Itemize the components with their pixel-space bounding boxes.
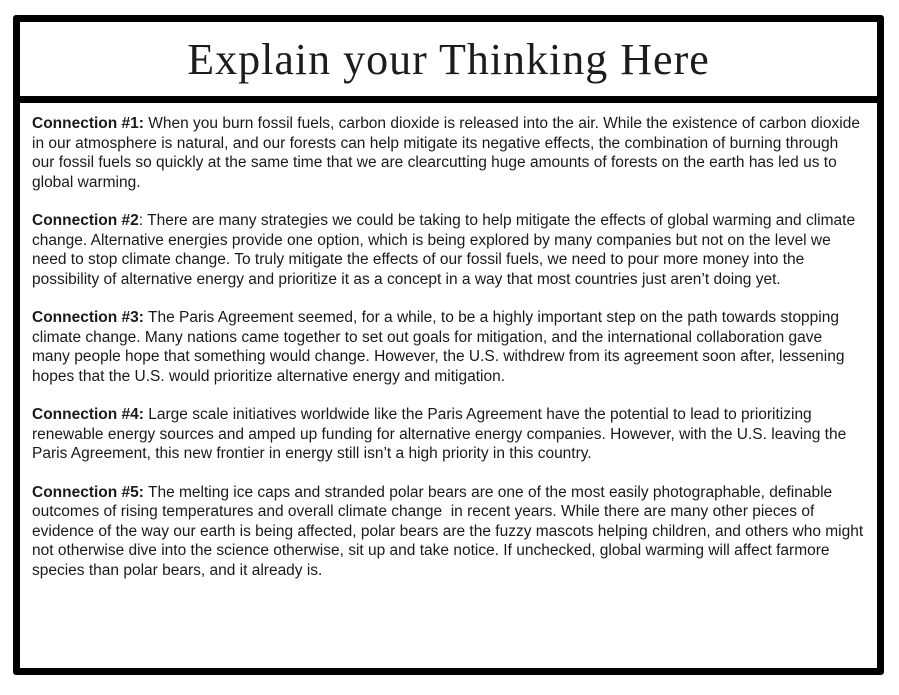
connection-3-text: The Paris Agreement seemed, for a while, to be a highly important step on the path towards stopping climate change. Many nations came together to set out goals for mitigation, and the international collaboration gave many people hope that something would change. However, the U.S. withdrew from its agreement soon after, lessening hopes that the U.S. would prioritize alternative energy and mitigation. — [32, 309, 849, 385]
connection-4-paragraph — [32, 405, 864, 464]
connection-1-text: When you burn fossil fuels, carbon dioxide is released into the air. While the existence of carbon dioxide in our atmosphere is natural, and our forests can help mitigate its negative effects, the combination of burning through our fossil fuels so quickly at the same time that we are clearcutting huge amounts of forests on the earth has led us to global warming. — [32, 115, 865, 191]
connection-5-label: Connection #5: — [32, 483, 144, 501]
connection-3-paragraph — [32, 308, 864, 386]
connection-1-paragraph — [32, 114, 864, 192]
connection-2-text: : There are many strategies we could be taking to help mitigate the effects of global warming and climate change. Alternative energies provide one option, which is being explored by many companies but not on the level we need to stop climate change. To truly mitigate the effects of our fossil fuels, we need to pour more money into the possibility of alternative energy and prioritize it as a concept in a way that most countries just aren’t doing yet. — [32, 212, 860, 288]
connection-2-label: Connection #2 — [32, 212, 139, 229]
content-box — [13, 96, 884, 675]
connection-4-label: Connection #4: — [32, 406, 144, 423]
connection-5-paragraph — [32, 483, 868, 581]
title-box — [13, 15, 884, 103]
connection-1-label: Connection #1: — [32, 115, 144, 132]
page-title: Explain your Thinking Here — [187, 34, 710, 84]
connection-2-paragraph — [32, 211, 864, 289]
connection-4-text: Large scale initiatives worldwide like the Paris Agreement have the potential to lead to prioritizing renewable energy sources and amped up funding for alternative energy companies. However, with the U.S. leaving the Paris Agreement, this new frontier in energy still isn’t a high priority in this country. — [32, 406, 851, 462]
connection-3-label: Connection #3: — [32, 309, 144, 326]
connection-5-text: The melting ice caps and stranded polar bears are one of the most easily photographable, definable outcomes of rising temperatures and overall climate change in recent years. While there are many other pieces of evidence of the way our earth is being affected, polar bears are the fuzzy mascots helping children, and others who might not otherwise dive into the science otherwise, sit up and take notice. If unchecked, global warming will affect farmore species than polar bears, and it already is. — [32, 483, 868, 579]
